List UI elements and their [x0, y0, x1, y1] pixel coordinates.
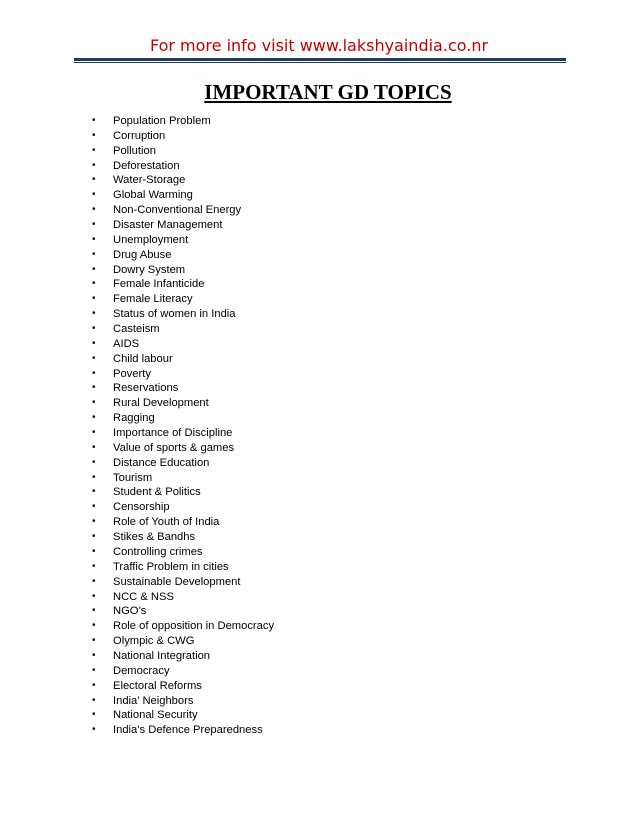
list-item	[0, 664, 274, 679]
list-item-label: Censorship	[113, 501, 170, 514]
bullet-icon: •	[92, 219, 96, 231]
bullet-icon: •	[92, 352, 96, 364]
list-item	[0, 277, 274, 292]
header-link[interactable]: For more info visit www.lakshyaindia.co.nr	[149, 36, 489, 55]
bullet-icon: •	[92, 694, 96, 706]
list-item	[0, 173, 274, 188]
list-item-label: Ragging	[113, 412, 155, 425]
bullet-icon: •	[92, 590, 96, 602]
bullet-icon: •	[92, 174, 96, 186]
list-item	[0, 233, 274, 248]
list-item	[0, 500, 274, 515]
bullet-icon: •	[92, 456, 96, 468]
list-item	[0, 694, 274, 709]
list-item-label: Electoral Reforms	[113, 679, 202, 692]
bullet-icon: •	[92, 560, 96, 572]
list-item-label: Disaster Management	[113, 219, 223, 232]
bullet-icon: •	[92, 278, 96, 290]
list-item	[0, 248, 274, 263]
list-item-label: Deforestation	[113, 159, 180, 172]
list-item-label: Student & Politics	[113, 486, 201, 499]
bullet-icon: •	[92, 441, 96, 453]
bullet-icon: •	[92, 531, 96, 543]
list-item-label: Pollution	[113, 144, 156, 157]
list-item	[0, 441, 274, 456]
list-item	[0, 381, 274, 396]
list-item-label: Drug Abuse	[113, 248, 172, 261]
bullet-icon: •	[92, 397, 96, 409]
list-item	[0, 545, 274, 560]
list-item	[0, 723, 274, 738]
bullet-icon: •	[92, 263, 96, 275]
list-item-label: Non-Conventional Energy	[113, 204, 242, 217]
list-item	[0, 129, 274, 144]
bullet-icon: •	[92, 709, 96, 721]
list-item	[0, 263, 274, 278]
list-item-label: Stikes & Bandhs	[113, 531, 196, 544]
bullet-icon: •	[92, 427, 96, 439]
list-item-label: Child labour	[113, 352, 173, 365]
bullet-icon: •	[92, 501, 96, 513]
bullet-icon: •	[92, 233, 96, 245]
list-item	[0, 575, 274, 590]
bullet-icon: •	[92, 248, 96, 260]
list-item	[0, 114, 274, 129]
list-item	[0, 679, 274, 694]
bullet-icon: •	[92, 144, 96, 156]
topic-list	[0, 114, 274, 738]
list-item-label: NCC & NSS	[113, 590, 174, 603]
bullet-icon: •	[92, 189, 96, 201]
list-item	[0, 604, 274, 619]
list-item-label: Tourism	[113, 471, 153, 484]
list-item	[0, 708, 274, 723]
bullet-icon: •	[92, 649, 96, 661]
bullet-icon: •	[92, 664, 96, 676]
list-item-label: NGO’s	[113, 605, 147, 618]
list-item	[0, 307, 274, 322]
bullet-icon: •	[92, 545, 96, 557]
list-item-label: Population Problem	[113, 115, 211, 127]
list-item-label: Water-Storage	[113, 174, 186, 187]
bullet-icon: •	[92, 115, 96, 126]
list-item-label: Traffic Problem in cities	[113, 560, 229, 573]
list-item-label: Corruption	[113, 129, 166, 142]
list-item-label: Olympic & CWG	[113, 635, 195, 648]
list-item	[0, 456, 274, 471]
list-item-label: Value of sports & games	[113, 441, 235, 454]
list-item	[0, 649, 274, 664]
list-item	[0, 352, 274, 367]
header-divider	[74, 58, 566, 61]
bullet-icon: •	[92, 337, 96, 349]
list-item	[0, 292, 274, 307]
bullet-icon: •	[92, 382, 96, 394]
list-item-label: Status of women in India	[113, 308, 236, 321]
list-item-label: Democracy	[113, 664, 170, 677]
list-item-label: Poverty	[113, 367, 151, 380]
page-title: IMPORTANT GD TOPICS	[204, 80, 452, 104]
bullet-icon: •	[92, 323, 96, 335]
header-divider-thin	[74, 62, 566, 63]
bullet-icon: •	[92, 679, 96, 691]
list-item-label: Role of opposition in Democracy	[113, 620, 275, 633]
list-item-label: Controlling crimes	[113, 545, 203, 558]
list-item	[0, 530, 274, 545]
bullet-icon: •	[92, 516, 96, 528]
list-item-label: Sustainable Development	[113, 575, 241, 588]
list-item	[0, 144, 274, 159]
list-item	[0, 411, 274, 426]
bullet-icon: •	[92, 204, 96, 216]
list-item-label: National Security	[113, 709, 198, 722]
bullet-icon: •	[92, 724, 96, 736]
bullet-icon: •	[92, 412, 96, 424]
list-item-label: Importance of Discipline	[113, 427, 233, 440]
bullet-icon: •	[92, 159, 96, 171]
list-item	[0, 515, 274, 530]
list-item-label: Casteism	[113, 323, 160, 336]
list-item	[0, 203, 274, 218]
bullet-icon: •	[92, 575, 96, 587]
list-item-label: Global Warming	[113, 189, 193, 202]
bullet-icon: •	[92, 293, 96, 305]
bullet-icon: •	[92, 308, 96, 320]
list-item	[0, 322, 274, 337]
list-item	[0, 159, 274, 174]
list-item	[0, 634, 274, 649]
bullet-icon: •	[92, 620, 96, 632]
list-item-label: India’ Neighbors	[113, 694, 194, 707]
list-item-label: Role of Youth of India	[113, 516, 220, 529]
list-item	[0, 590, 274, 605]
list-item	[0, 367, 274, 382]
bullet-icon: •	[92, 367, 96, 379]
list-item-label: AIDS	[113, 337, 140, 350]
list-item	[0, 471, 274, 486]
list-item-label: Female Literacy	[113, 293, 193, 306]
list-item	[0, 426, 274, 441]
list-item	[0, 396, 274, 411]
bullet-icon: •	[92, 605, 96, 617]
bullet-icon: •	[92, 129, 96, 141]
bullet-icon: •	[92, 486, 96, 498]
list-item-label: Reservations	[113, 382, 179, 395]
list-item-label: Unemployment	[113, 233, 189, 246]
bullet-icon: •	[92, 471, 96, 483]
list-item-label: India’s Defence Preparedness	[113, 724, 263, 737]
list-item	[0, 218, 274, 233]
list-item	[0, 560, 274, 575]
list-item	[0, 485, 274, 500]
list-item	[0, 619, 274, 634]
list-item-label: Distance Education	[113, 456, 210, 469]
list-item-label: Rural Development	[113, 397, 209, 410]
list-item	[0, 188, 274, 203]
list-item	[0, 337, 274, 352]
list-item-label: Dowry System	[113, 263, 186, 276]
list-item-label: National Integration	[113, 649, 211, 662]
list-item-label: Female Infanticide	[113, 278, 205, 291]
bullet-icon: •	[92, 635, 96, 647]
